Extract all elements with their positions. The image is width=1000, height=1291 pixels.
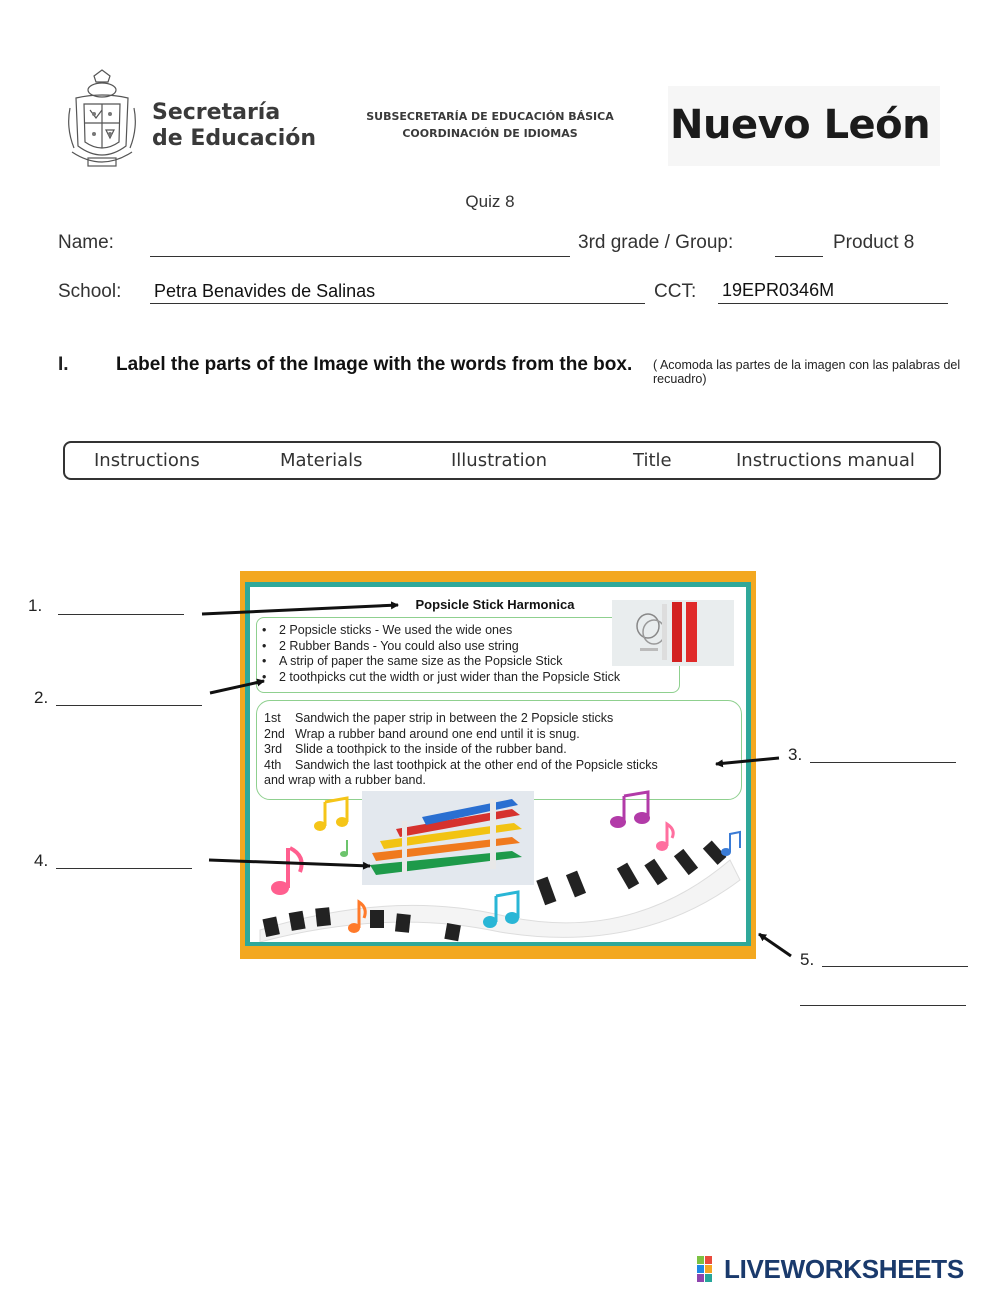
nuevo-leon-title: Nuevo León	[670, 102, 931, 148]
school-label: School:	[58, 281, 122, 302]
answer-line-1[interactable]	[58, 614, 184, 615]
step-text: Wrap a rubber band around one end until it is snug.	[295, 726, 580, 741]
secretaria-logo-text	[152, 100, 316, 152]
answer-line-5-extra[interactable]	[800, 1005, 966, 1006]
school-input-line[interactable]	[150, 303, 645, 304]
poster-title: Popsicle Stick Harmonica	[415, 597, 575, 612]
answer-line-3[interactable]	[810, 762, 956, 763]
section-number: I.	[58, 354, 69, 375]
instruction-step	[264, 711, 658, 727]
step-ordinal: 3rd	[264, 742, 283, 757]
step-ordinal: 4th	[264, 757, 282, 772]
name-input-line[interactable]	[150, 256, 570, 257]
cct-label: CCT:	[654, 281, 697, 302]
label-number-4: 4.	[34, 851, 49, 870]
group-input-line[interactable]	[775, 256, 823, 257]
name-label: Name:	[58, 232, 114, 253]
subsecretaria-heading	[360, 108, 620, 142]
answer-line-2[interactable]	[56, 705, 202, 706]
word-instructions-manual: Instructions manual	[736, 450, 915, 471]
cct-input-line[interactable]	[718, 303, 948, 304]
harmonica-illustration	[362, 791, 534, 885]
grade-group-label: 3rd grade / Group:	[578, 232, 734, 253]
label-number-1: 1.	[28, 596, 43, 615]
section-note-spanish: ( Acomoda las partes de la imagen con las palabras del recuadro)	[653, 358, 961, 386]
step-text: Sandwich the paper strip in between the 2 Popsicle sticks	[295, 711, 614, 725]
material-item: • 2 Popsicle sticks - We used the wide ones	[262, 623, 620, 639]
instructions-list	[264, 711, 658, 789]
word-illustration: Illustration	[451, 450, 548, 471]
label-number-2: 2.	[34, 688, 49, 707]
instruction-step	[264, 727, 658, 743]
arrow-5-icon	[759, 934, 791, 956]
material-item: • 2 toothpicks cut the width or just wider than the Popsicle Stick	[262, 670, 620, 686]
step-text: and wrap with a rubber band.	[264, 773, 426, 788]
answer-line-4[interactable]	[56, 868, 192, 869]
liveworksheets-logo-icon	[697, 1256, 721, 1282]
liveworksheets-brand: LIVEWORKSHEETS	[724, 1254, 964, 1284]
materials-photo	[612, 600, 734, 666]
quiz-title: Quiz 8	[465, 192, 515, 211]
label-number-3: 3.	[788, 745, 803, 764]
step-text: Sandwich the last toothpick at the other end of the Popsicle sticks	[295, 757, 658, 772]
materials-list	[262, 623, 620, 685]
word-instructions: Instructions	[94, 450, 200, 471]
instruction-step	[264, 758, 658, 774]
school-value: Petra Benavides de Salinas	[154, 281, 376, 301]
instruction-step	[264, 742, 658, 758]
subsecretaria-line-1: SUBSECRETARÍA DE EDUCACIÓN BÁSICA	[366, 110, 614, 123]
secretaria-line-2: de Educación	[152, 126, 317, 151]
secretaria-line-1: Secretaría	[152, 100, 281, 125]
product-label: Product 8	[833, 232, 915, 253]
word-title: Title	[633, 450, 672, 471]
step-text: Slide a toothpick to the inside of the rubber band.	[295, 742, 567, 757]
step-ordinal: 1st	[264, 711, 281, 725]
step-ordinal: 2nd	[264, 726, 285, 741]
material-item: • A strip of paper the same size as the Popsicle Stick	[262, 654, 620, 670]
cct-value: 19EPR0346M	[722, 280, 835, 300]
coat-of-arms-seal-icon	[64, 68, 140, 180]
word-materials: Materials	[280, 450, 363, 471]
section-instruction: Label the parts of the Image with the words from the box.	[116, 354, 633, 375]
material-item: • 2 Rubber Bands - You could also use string	[262, 639, 620, 655]
label-number-5: 5.	[800, 950, 815, 969]
answer-line-5[interactable]	[822, 966, 968, 967]
subsecretaria-line-2: COORDINACIÓN DE IDIOMAS	[402, 127, 578, 140]
